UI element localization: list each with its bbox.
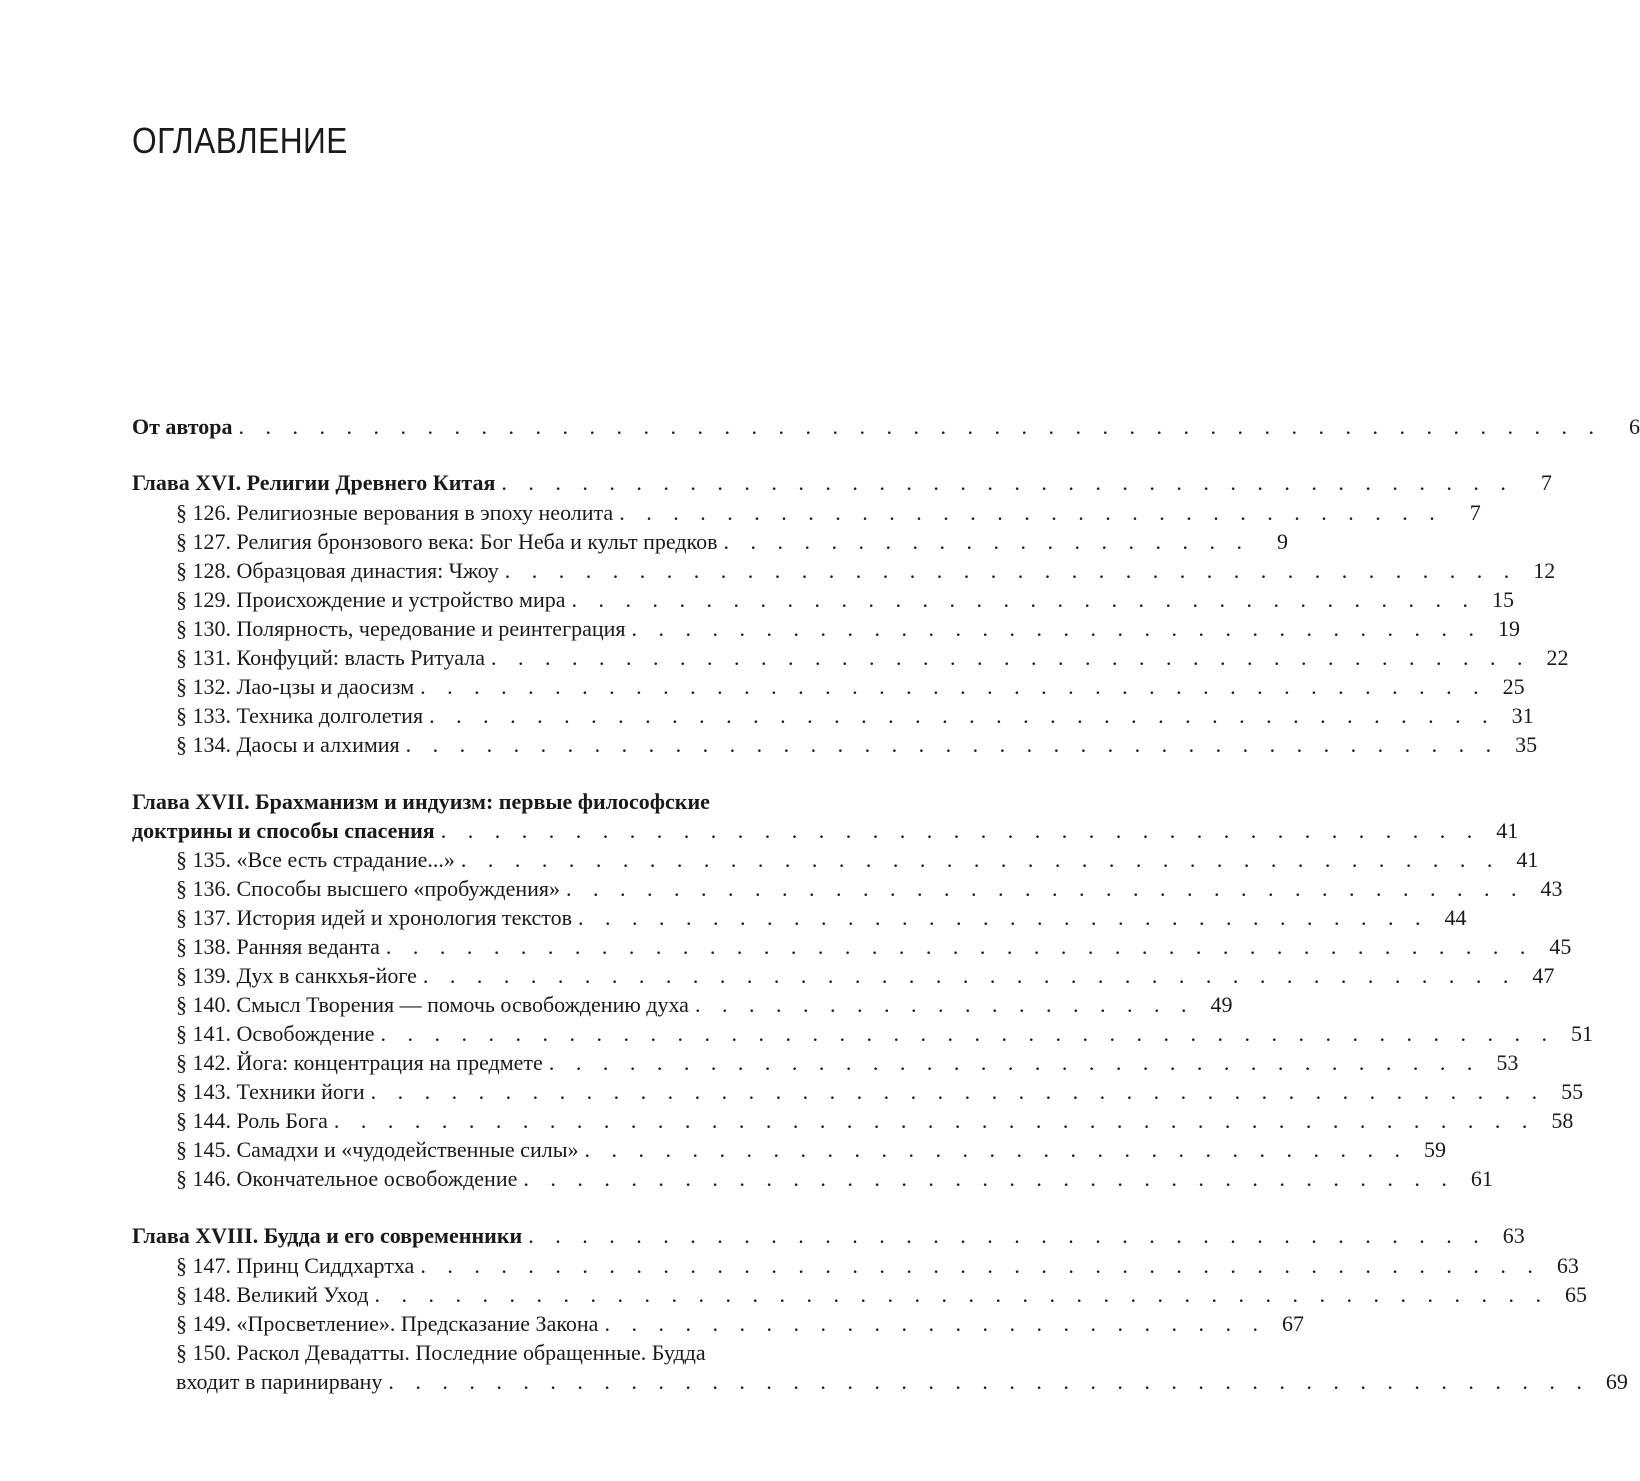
entry-page: 67: [1281, 1311, 1304, 1336]
entry-title: От автора: [132, 414, 233, 439]
entry-page: 7: [1540, 470, 1552, 495]
entry-title: § 142. Йога: концентрация на предмете: [176, 1050, 543, 1075]
entry-title: § 144. Роль Бога: [176, 1108, 328, 1133]
dot-leader: . . . . . . . . . . . . . . . . . . . . . . . . . . . . . . . . . .: [571, 587, 1476, 612]
entry-page: 69: [1605, 1369, 1628, 1394]
entry-title: § 132. Лао-цзы и даосизм: [176, 674, 415, 699]
entry-page: 47: [1532, 963, 1555, 988]
toc-section-146[interactable]: [176, 1165, 1493, 1193]
entry-title: § 135. «Все есть страдание...»: [176, 847, 455, 872]
entry-title: доктрины и способы спасения: [132, 818, 435, 843]
entry-page: 43: [1540, 876, 1563, 901]
dot-leader: . . . . . . . . . . . . . . . . . . . . . . . . . . . . . . . . . . . .: [528, 1223, 1487, 1248]
toc-chapter-18[interactable]: [132, 1222, 1525, 1250]
toc-chapter-16[interactable]: [132, 469, 1552, 497]
toc-section-131[interactable]: [176, 644, 1569, 672]
entry-title: § 140. Смысл Творения — помочь освобождению духа: [176, 992, 689, 1017]
toc-section-138[interactable]: [176, 933, 1572, 961]
entry-page: 22: [1546, 645, 1569, 670]
toc-section-144[interactable]: [176, 1107, 1574, 1135]
entry-page: 6: [1629, 414, 1640, 439]
entry-title: § 130. Полярность, чередование и реинтеграция: [176, 616, 626, 641]
toc-chapter-17[interactable]: [132, 817, 1519, 845]
entry-title: § 148. Великий Уход: [176, 1282, 369, 1307]
dot-leader: . . . . . . . . . . . . . . . . . . . . . . . . . . . . . . . . . . . . . . .: [491, 645, 1531, 670]
entry-page: 58: [1551, 1108, 1574, 1133]
entry-page: 51: [1571, 1021, 1594, 1046]
entry-title: § 149. «Просветление». Предсказание Закона: [176, 1311, 599, 1336]
dot-leader: . . . . . . . . . . . . . . . . . . . . . . . . . . . . . . . . . . . . . . . . . . . .: [374, 1282, 1550, 1307]
entry-page: 9: [1277, 529, 1289, 554]
entry-title: § 136. Способы высшего «пробуждения»: [176, 876, 561, 901]
dot-leader: . . . . . . . . . . . . . . . . . . . . . . . . . . . . . . . . . . .: [548, 1050, 1481, 1075]
entry-title: § 133. Техника долголетия: [176, 703, 424, 728]
dot-leader: . . . . . . . . . . . . . . . . . . . . . . . . . . . . . . . . . . . . . .: [504, 558, 1518, 583]
toc-section-140[interactable]: [176, 991, 1233, 1019]
toc-section-149[interactable]: [176, 1310, 1304, 1338]
entry-title: § 139. Дух в санкхья-йоге: [176, 963, 417, 988]
entry-title: § 134. Даосы и алхимия: [176, 732, 400, 757]
dot-leader: . . . . . . . . . . . . . . . . . . . . . . . . . . . . . . . . . . . . . . . . . . . .: [370, 1079, 1546, 1104]
dot-leader: . . . . . . . . . . . . . . . . . . . . . . . . . . . . . . . . . . .: [523, 1166, 1455, 1191]
entry-page: 53: [1496, 1050, 1519, 1075]
dot-leader: . . . . . . . . . . . . . . . . . . . . . . . . .: [604, 1311, 1266, 1336]
entry-title: Глава XVI. Религии Древнего Китая: [132, 470, 496, 495]
dot-leader: . . . . . . . . . . . . . . . . . . . . . . . . . . . . . . . . . . . . . . . . .: [405, 732, 1500, 757]
dot-leader: . . . . . . . . . . . . . . . . . . . . . . . . . . . . . . . . . . . . . . . . . . . . .: [388, 1369, 1590, 1394]
entry-page: 45: [1549, 934, 1572, 959]
toc-section-129[interactable]: [176, 586, 1514, 614]
entry-page: 59: [1423, 1137, 1446, 1162]
dot-leader: . . . . . . . . . . . . . . . . . . . . . . . . . . . . . . .: [584, 1137, 1408, 1162]
dot-leader: . . . . . . . . . . . . . . . . . . . . . . . . . . . . . . . . . . . . . . . . . . . .: [380, 1021, 1556, 1046]
entry-page: 44: [1444, 905, 1467, 930]
toc-chapter-17-line1[interactable]: Глава XVII. Брахманизм и индуизм: первые философские: [132, 789, 710, 814]
entry-page: 12: [1533, 558, 1556, 583]
entry-page: 25: [1502, 674, 1525, 699]
toc-section-143[interactable]: [176, 1078, 1584, 1106]
dot-leader: . . . . . . . . . . . . . . . . . . . . . . . . . . . . . . . . . . . . . . . . . . . . .: [333, 1108, 1536, 1133]
dot-leader: . . . . . . . . . . . . . . . . . . . .: [723, 529, 1251, 554]
entry-page: 63: [1502, 1223, 1525, 1248]
toc-section-132[interactable]: [176, 673, 1525, 701]
page-title: ОГЛАВЛЕНИЕ: [132, 120, 348, 161]
entry-title: § 147. Принц Сиддхартха: [176, 1253, 415, 1278]
toc-section-150[interactable]: [176, 1368, 1628, 1396]
dot-leader: . . . . . . . . . . . . . . . . . . . . . . . . . . . . . . . . . . . . . . .: [440, 818, 1481, 843]
toc-section-137[interactable]: [176, 904, 1467, 932]
toc-section-126[interactable]: [176, 499, 1481, 527]
entry-page: 41: [1496, 818, 1519, 843]
toc-section-139[interactable]: [176, 962, 1555, 990]
entry-page: 65: [1565, 1282, 1588, 1307]
entry-title: § 126. Религиозные верования в эпоху неолита: [176, 500, 614, 525]
toc-section-150-line1[interactable]: § 150. Раскол Девадатты. Последние обращенные. Будда: [176, 1340, 706, 1365]
dot-leader: . . . . . . . . . . . . . . . . . . . . . . . . . . . . . . . . . . . . . . . . . . .: [385, 934, 1534, 959]
entry-title: § 145. Самадхи и «чудодейственные силы»: [176, 1137, 579, 1162]
entry-title: § 138. Ранняя веданта: [176, 934, 380, 959]
entry-page: 55: [1561, 1079, 1584, 1104]
toc-section-127[interactable]: [176, 528, 1289, 556]
dot-leader: . . . . . . . . . . . . . . . . . . . . . . . . . . . . . . . .: [578, 905, 1429, 930]
toc-section-134[interactable]: [176, 731, 1538, 759]
toc-entry-foreword[interactable]: [132, 413, 1640, 441]
toc-section-141[interactable]: [176, 1020, 1594, 1048]
dot-leader: . . . . . . . . . . . . . . . . . . . . . . . . . . . . . . . . . . . . . . . . . .: [420, 1253, 1541, 1278]
toc-section-136[interactable]: [176, 875, 1563, 903]
dot-leader: . . . . . . . . . . . . . . . . . . . . . . . . . . . . . . . . . . . . . . . . . . . . . . . . . . .: [238, 414, 1603, 439]
entry-page: 19: [1498, 616, 1521, 641]
entry-title: § 129. Происхождение и устройство мира: [176, 587, 566, 612]
toc-section-128[interactable]: [176, 557, 1556, 585]
entry-page: 41: [1516, 847, 1539, 872]
dot-leader: . . . . . . . . . . . . . . . . . . .: [694, 992, 1195, 1017]
entry-page: 15: [1492, 587, 1514, 612]
entry-title: § 137. История идей и хронология текстов: [176, 905, 573, 930]
toc-section-133[interactable]: [176, 702, 1534, 730]
entry-page: 61: [1470, 1166, 1493, 1191]
dot-leader: . . . . . . . . . . . . . . . . . . . . . . . . . . . . . . . . . . . . . . . .: [429, 703, 1496, 728]
dot-leader: . . . . . . . . . . . . . . . . . . . . . . . . . . . . . . . . . . . . . . .: [460, 847, 1501, 872]
entry-title: § 141. Освобождение: [176, 1021, 375, 1046]
toc-section-145[interactable]: [176, 1136, 1446, 1164]
dot-leader: . . . . . . . . . . . . . . . . . . . . . . . . . . . . . . . . . . . . . . . .: [420, 674, 1487, 699]
toc-section-147[interactable]: [176, 1252, 1579, 1280]
dot-leader: . . . . . . . . . . . . . . . . . . . . . . . . . . . . . . . . . . . .: [566, 876, 1525, 901]
entry-page: 49: [1210, 992, 1233, 1017]
dot-leader: . . . . . . . . . . . . . . . . . . . . . . . . . . . . . . . . . . . . . .: [501, 470, 1514, 495]
entry-page: 7: [1469, 500, 1481, 525]
toc-section-130[interactable]: [176, 615, 1521, 643]
entry-title: входит в паринирвану: [176, 1369, 383, 1394]
dot-leader: . . . . . . . . . . . . . . . . . . . . . . . . . . . . . . .: [619, 500, 1443, 525]
dot-leader: . . . . . . . . . . . . . . . . . . . . . . . . . . . . . . . .: [631, 616, 1483, 641]
entry-title: § 131. Конфуций: власть Ритуала: [176, 645, 485, 670]
entry-title: § 128. Образцовая династия: Чжоу: [176, 558, 499, 583]
entry-page: 31: [1511, 703, 1534, 728]
entry-page: 63: [1556, 1253, 1579, 1278]
entry-title: § 143. Техники йоги: [176, 1079, 365, 1104]
entry-title: Глава XVIII. Будда и его современники: [132, 1223, 523, 1248]
dot-leader: . . . . . . . . . . . . . . . . . . . . . . . . . . . . . . . . . . . . . . . . .: [422, 963, 1517, 988]
toc-section-135[interactable]: [176, 846, 1539, 874]
entry-page: 35: [1515, 732, 1538, 757]
toc-section-142[interactable]: [176, 1049, 1519, 1077]
toc-section-148[interactable]: [176, 1281, 1588, 1309]
entry-title: § 127. Религия бронзового века: Бог Неба и культ предков: [176, 529, 718, 554]
entry-title: § 146. Окончательное освобождение: [176, 1166, 518, 1191]
